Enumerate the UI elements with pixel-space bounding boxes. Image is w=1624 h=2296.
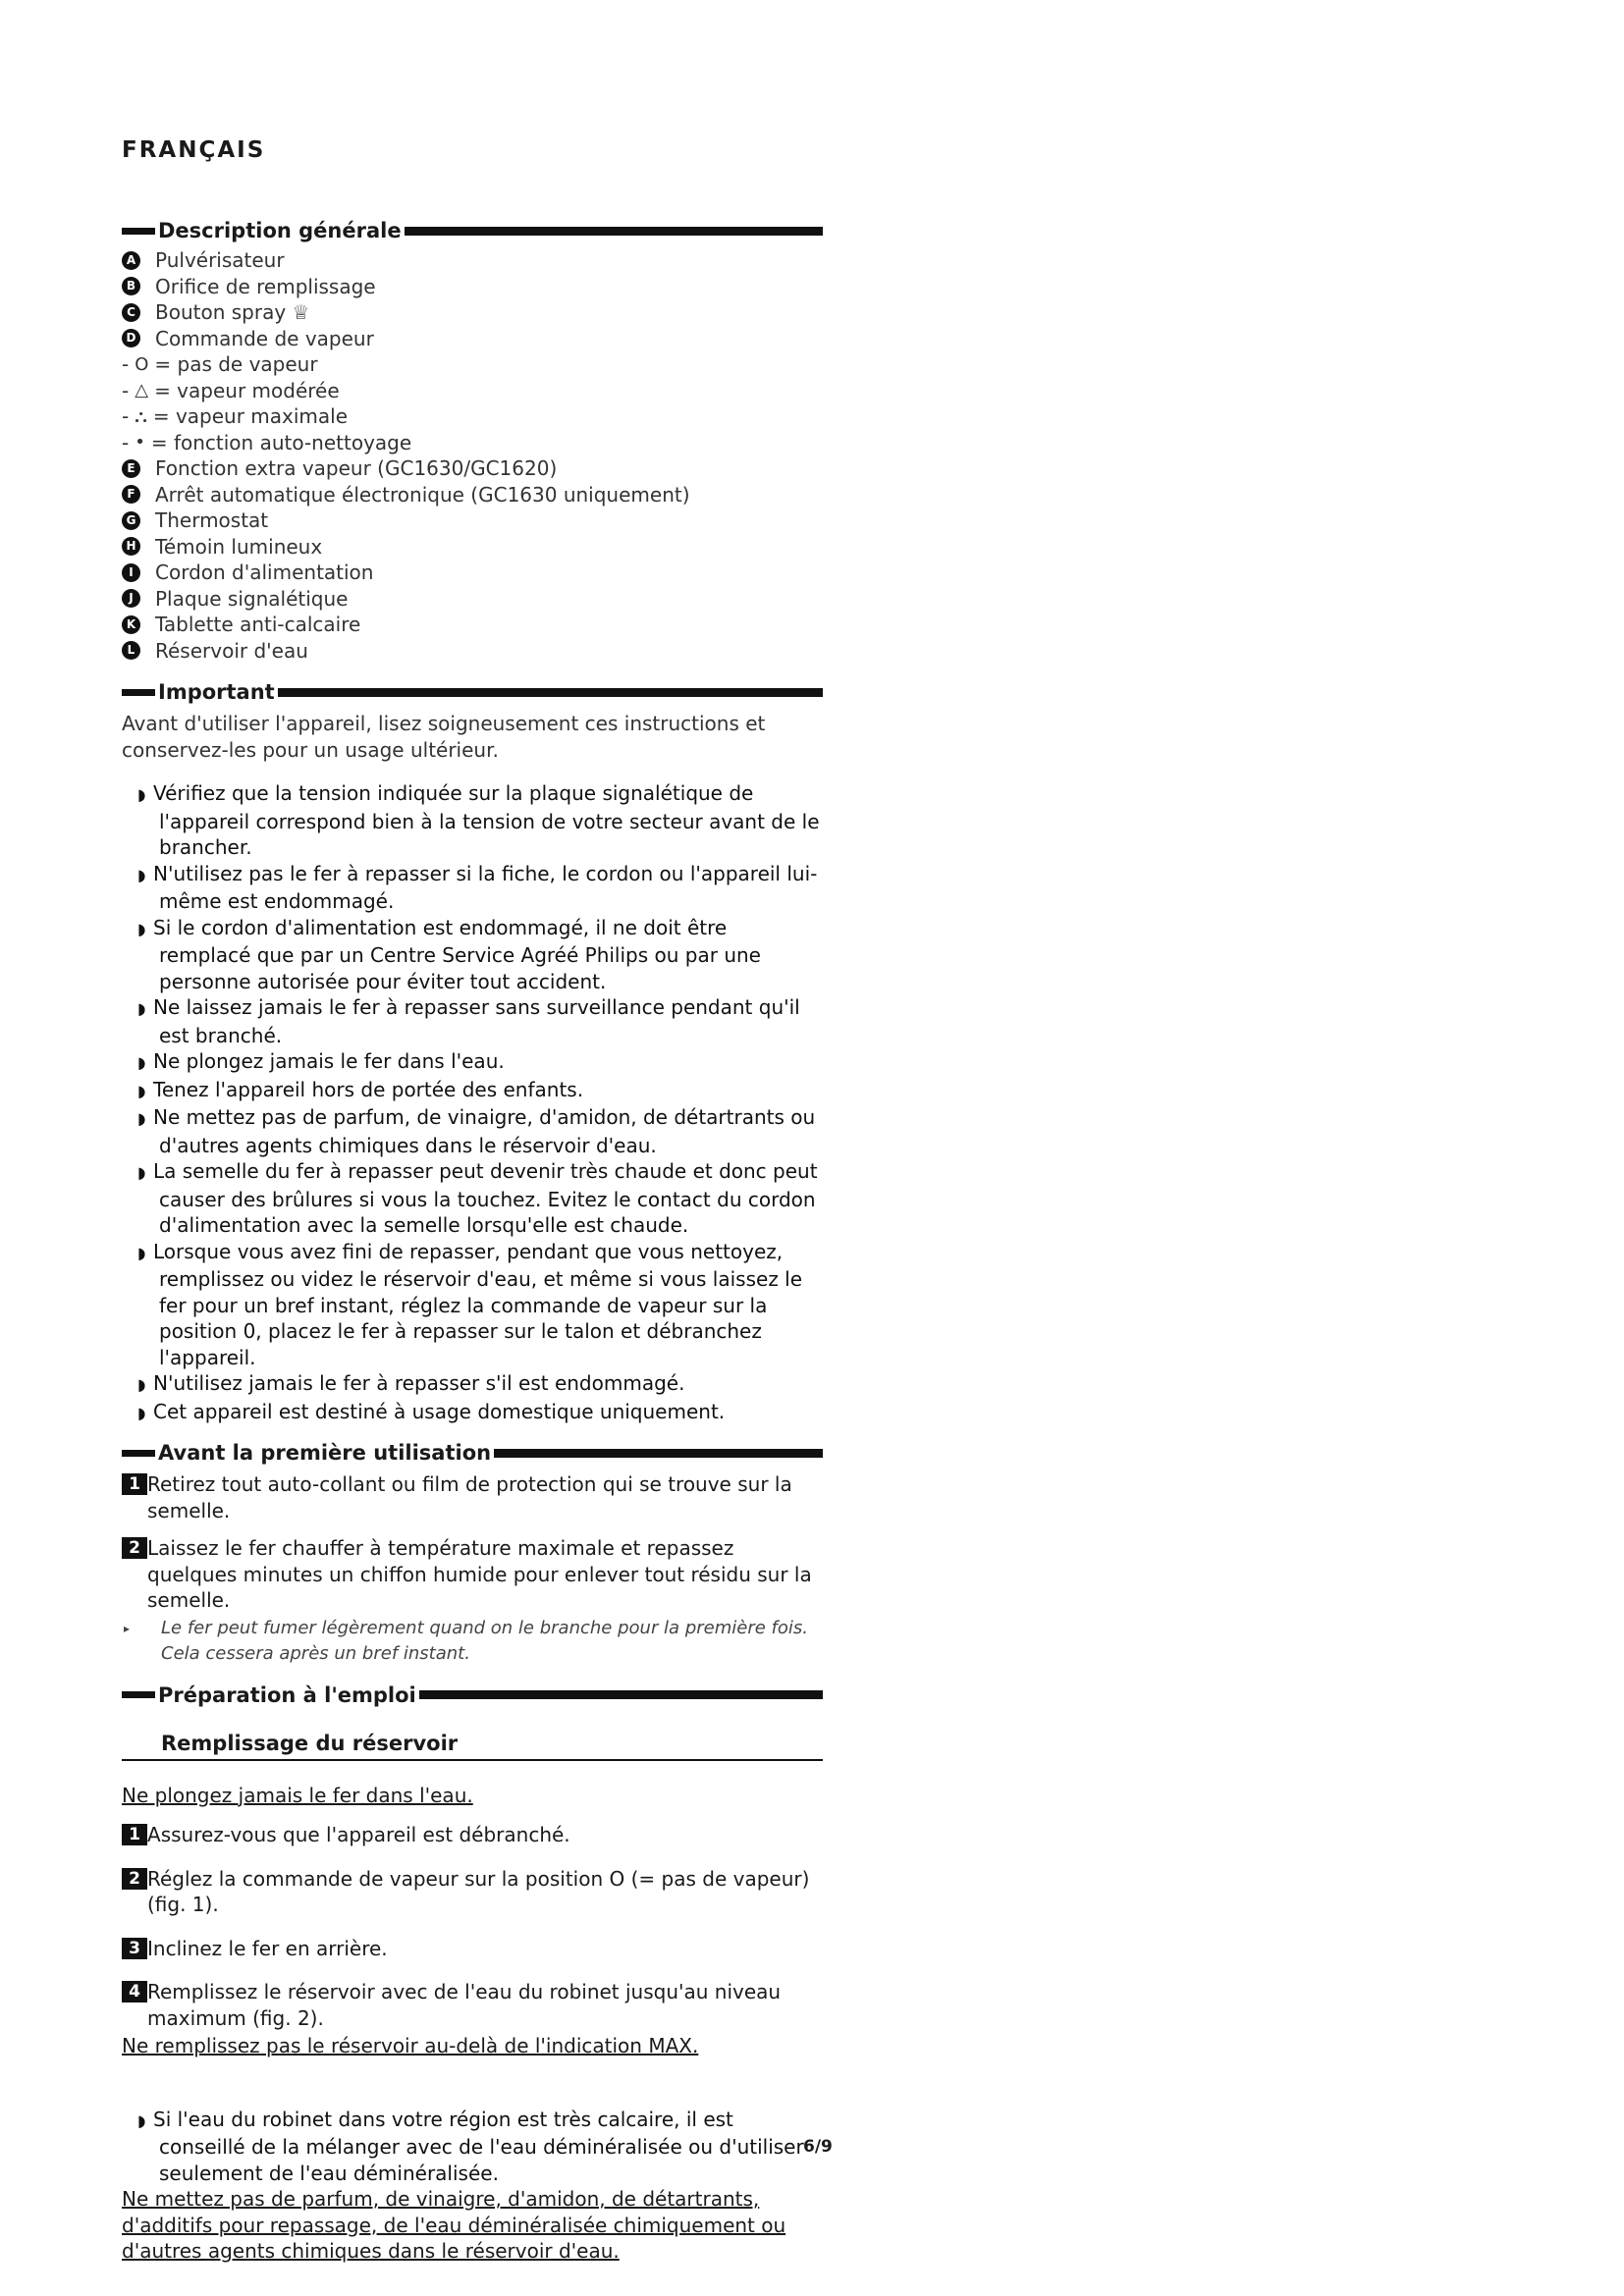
note-text: Le fer peut fumer légèrement quand on le branche pour la première fois. Cela cessera après un bref instant. — [161, 1617, 808, 1664]
step-item — [122, 1936, 823, 1962]
bullet-icon: ◗ — [137, 865, 146, 884]
step-number: 1 — [122, 1824, 147, 1845]
steam-off-icon: O — [135, 353, 149, 375]
list-item: ◗ Cet appareil est destiné à usage domestique uniquement. — [122, 1399, 823, 1427]
legend-label: Tablette anti-calcaire — [155, 613, 361, 637]
legend-label: Pulvérisateur — [155, 248, 285, 273]
legend-label: Commande de vapeur — [155, 326, 374, 350]
letter-marker: G — [122, 511, 140, 530]
bullet-icon: ◗ — [137, 999, 146, 1018]
step-text: Laissez le fer chauffer à température maximale et repassez quelques minutes un chiffon humide pour enlever tout résidu sur la semelle. — [147, 1536, 812, 1612]
legend-sublabel: = pas de vapeur — [154, 352, 318, 377]
section-header-preparation — [122, 1681, 823, 1710]
legend-label: Thermostat — [155, 508, 269, 533]
page-number: 6/9 — [803, 2137, 833, 2157]
legend-item — [122, 586, 823, 613]
preparation-list — [122, 2107, 823, 2187]
header-rule-left — [122, 1691, 155, 1698]
bullet-icon: ◗ — [137, 1403, 146, 1422]
step-item — [122, 1822, 823, 1848]
subsection-title: Remplissage du réservoir — [122, 1732, 823, 1761]
letter-marker: I — [122, 563, 140, 582]
step-number: 2 — [122, 1537, 147, 1559]
bullet-icon: ◗ — [137, 1053, 146, 1072]
legend-label: Arrêt automatique électronique (GC1630 uniquement) — [155, 482, 690, 507]
bullet-icon: ◗ — [137, 1109, 146, 1128]
letter-marker: K — [122, 615, 140, 634]
legend-label: Orifice de remplissage — [155, 274, 376, 298]
legend-subitem: - O = pas de vapeur — [122, 352, 318, 377]
letter-marker: H — [122, 537, 140, 556]
step-text: Remplissez le réservoir avec de l'eau du robinet jusqu'au niveau maximum (fig. 2). — [147, 1980, 782, 2030]
legend-item — [122, 247, 823, 274]
list-item: ◗ Si le cordon d'alimentation est endommagé, il ne doit être remplacé que par un Centre Service Agréé Philips ou par une personne autorisée pour éviter tout accident. — [137, 915, 761, 993]
legend-item — [122, 326, 823, 352]
legend-item — [122, 482, 823, 508]
step-text: Assurez-vous que l'appareil est débranché. — [147, 1823, 570, 1846]
bullet-icon: ◗ — [137, 919, 146, 938]
letter-marker: C — [122, 303, 140, 322]
section-title: Préparation à l'emploi — [158, 1682, 416, 1707]
list-item: ◗ N'utilisez pas le fer à repasser si la fiche, le cordon ou l'appareil lui-même est endommagé. — [137, 861, 818, 913]
list-item: ◗ Si l'eau du robinet dans votre région est très calcaire, il est conseillé de la mélanger avec de l'eau déminéralisée ou d'utiliser seulement de l'eau déminéralisée. — [137, 2107, 804, 2185]
legend-item — [122, 274, 823, 300]
note — [122, 1616, 823, 1667]
legend-subitem: - • = fonction auto-nettoyage — [122, 430, 412, 454]
legend-label: Réservoir d'eau — [155, 638, 308, 663]
letter-marker: A — [122, 251, 140, 270]
letter-marker: F — [122, 485, 140, 504]
legend-item — [122, 507, 823, 534]
steam-moderate-icon: △ — [135, 380, 149, 401]
bullet-icon: ◗ — [137, 1243, 146, 1262]
legend-sublabel: = fonction auto-nettoyage — [150, 430, 412, 454]
warning-text: Ne remplissez pas le réservoir au-delà de l'indication MAX. — [122, 2034, 699, 2057]
section-header-important — [122, 677, 823, 707]
legend-subitem: - ⛬ = vapeur maximale — [122, 404, 349, 429]
arrow-icon: ▸ — [124, 1621, 131, 1635]
legend-subitem: - △ = vapeur modérée — [122, 378, 340, 402]
header-rule-left — [122, 689, 155, 696]
header-rule-right — [419, 1690, 823, 1699]
legend-item — [122, 560, 823, 586]
legend-label: Plaque signalétique — [155, 586, 349, 611]
header-rule-left — [122, 1450, 155, 1457]
step-item — [122, 1471, 823, 1523]
legend-sublabel: = vapeur maximale — [152, 404, 349, 429]
bullet-icon: ◗ — [137, 785, 146, 804]
step-number: 2 — [122, 1868, 147, 1890]
list-item: ◗ Lorsque vous avez fini de repasser, pendant que vous nettoyez, remplissez ou videz le réservoir d'eau, et même si vous laissez le fer pour un bref instant, réglez la commande de vapeur sur la position 0, placez le fer à repasser sur le talon et débranchez l'appareil. — [137, 1239, 803, 1369]
step-item — [122, 1979, 823, 2031]
letter-marker: J — [122, 589, 140, 608]
bullet-icon: ◗ — [137, 2110, 146, 2130]
bullet-icon: ◗ — [137, 1163, 146, 1182]
step-number: 3 — [122, 1938, 147, 1959]
bullet-icon: ◗ — [137, 1375, 146, 1394]
legend-label: Témoin lumineux — [155, 534, 323, 559]
section-header-first-use — [122, 1438, 823, 1468]
header-rule-left — [122, 228, 155, 235]
warning-text: Ne plongez jamais le fer dans l'eau. — [122, 1783, 473, 1807]
legend-item — [122, 455, 823, 482]
list-item: ◗ Ne mettez pas de parfum, de vinaigre, d'amidon, de détartrants ou d'autres agents chimiques dans le réservoir d'eau. — [137, 1105, 816, 1157]
bullet-icon: ◗ — [137, 1081, 146, 1100]
section-header-description — [122, 216, 823, 245]
letter-marker: L — [122, 641, 140, 660]
step-item — [122, 1535, 823, 1614]
letter-marker: B — [122, 277, 140, 295]
legend-item — [122, 534, 823, 561]
steam-max-icon: ⛬ — [135, 405, 147, 427]
warning-text: Ne mettez pas de parfum, de vinaigre, d'amidon, de détartrants, d'additifs pour repassage, de l'eau déminéralisée chimiquement ou d'autres agents chimiques dans le réservoir d'eau. — [122, 2187, 786, 2263]
legend-item — [122, 612, 823, 638]
list-item: ◗ N'utilisez jamais le fer à repasser s'il est endommagé. — [122, 1370, 823, 1399]
list-item: ◗ Ne laissez jamais le fer à repasser sans surveillance pendant qu'il est branché. — [137, 995, 800, 1047]
list-item: ◗ Ne plongez jamais le fer dans l'eau. — [122, 1048, 823, 1077]
important-intro: Avant d'utiliser l'appareil, lisez soigneusement ces instructions et conservez-les pour un usage ultérieur. — [122, 712, 766, 762]
letter-marker: D — [122, 329, 140, 347]
content-column — [122, 216, 823, 2265]
legend-item — [122, 299, 823, 326]
legend-label: Cordon d'alimentation — [155, 561, 374, 585]
section-title: Description générale — [158, 219, 402, 242]
step-number: 1 — [122, 1473, 147, 1495]
section-title: Avant la première utilisation — [158, 1441, 492, 1465]
step-text: Inclinez le fer en arrière. — [147, 1936, 388, 1960]
step-text: Retirez tout auto-collant ou film de protection qui se trouve sur la semelle. — [147, 1472, 792, 1522]
section-title: Important — [158, 680, 275, 704]
important-list — [122, 780, 823, 1426]
header-rule-right — [278, 688, 823, 697]
description-legend — [122, 247, 823, 664]
step-item — [122, 1866, 823, 1918]
legend-item — [122, 638, 823, 665]
header-rule-right — [405, 227, 823, 236]
list-item: ◗ La semelle du fer à repasser peut devenir très chaude et donc peut causer des brûlures si vous la touchez. Evitez le contact du cordon d'alimentation avec la semelle lorsqu'elle est chaude. — [137, 1159, 818, 1237]
step-number: 4 — [122, 1981, 147, 2002]
legend-label: Fonction extra vapeur (GC1630/GC1620) — [155, 456, 558, 481]
letter-marker: E — [122, 459, 140, 478]
step-text: Réglez la commande de vapeur sur la position O (= pas de vapeur) (fig. 1). — [147, 1866, 810, 1916]
list-item: ◗ Vérifiez que la tension indiquée sur la plaque signalétique de l'appareil correspond bien à la tension de votre secteur avant de le brancher. — [137, 781, 820, 859]
legend-sublabel: = vapeur modérée — [154, 378, 340, 402]
legend-label: Bouton spray ♕ — [155, 300, 310, 325]
self-clean-icon: • — [135, 432, 145, 454]
language-heading: FRANÇAIS — [122, 137, 266, 163]
header-rule-right — [494, 1449, 823, 1458]
list-item: ◗ Tenez l'appareil hors de portée des enfants. — [122, 1077, 823, 1105]
